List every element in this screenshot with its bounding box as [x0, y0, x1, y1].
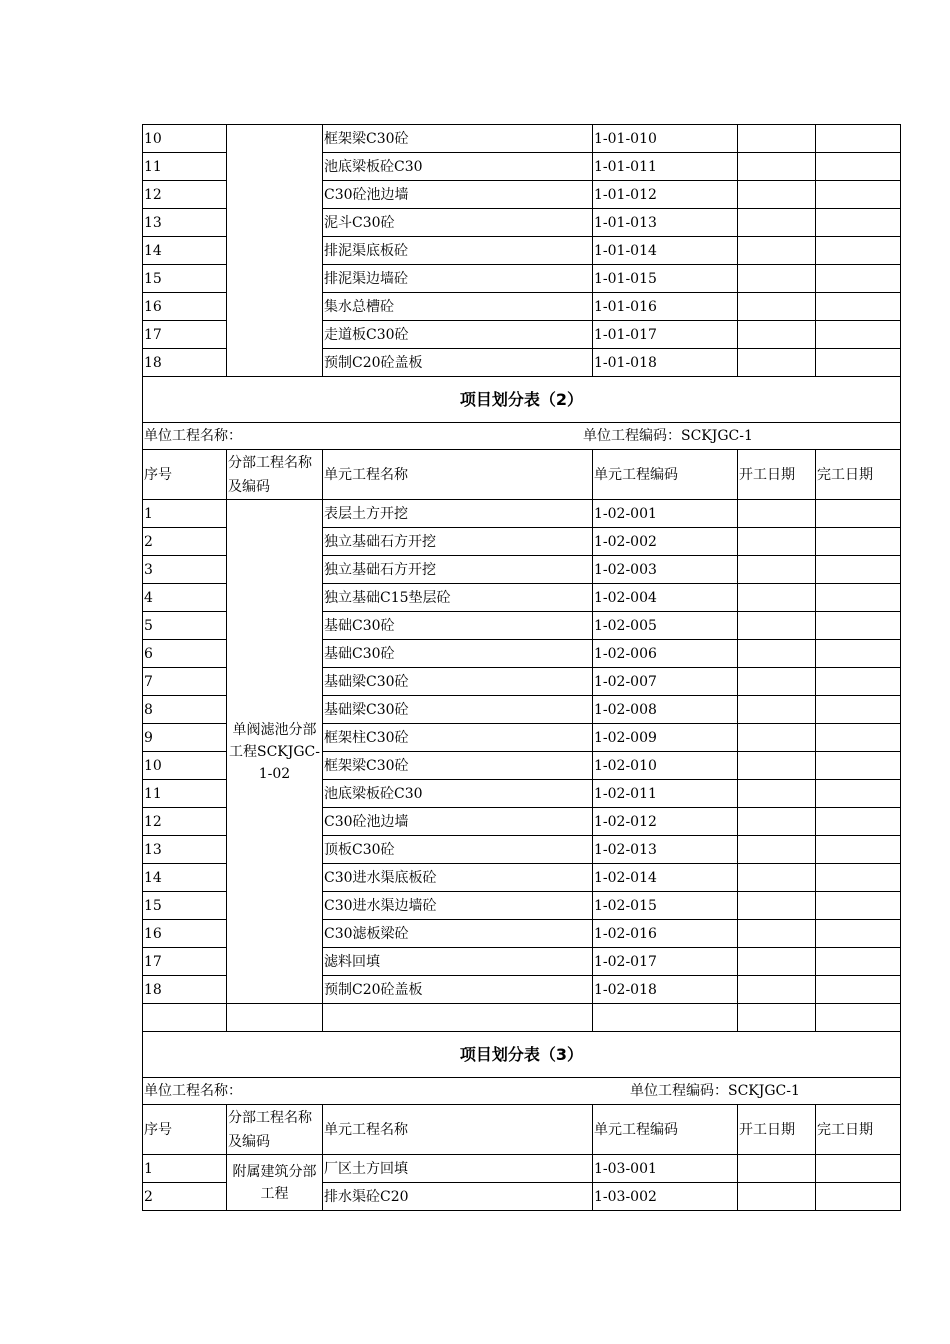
unit-name-cell: 框架柱C30砼: [323, 724, 593, 752]
unit-name-cell: 排水渠砼C20: [323, 1183, 593, 1211]
seq-cell: 6: [143, 640, 227, 668]
seq-cell: 17: [143, 321, 227, 349]
start-date-cell: [738, 808, 816, 836]
unit-name-cell: 表层土方开挖: [323, 500, 593, 528]
end-date-cell: [816, 696, 901, 724]
project-info-cell: [143, 423, 901, 450]
project-name-label: 单位工程名称：: [144, 428, 242, 444]
project-info-row: [143, 1078, 901, 1105]
seq-cell: 11: [143, 153, 227, 181]
unit-code-cell: 1-02-004: [593, 584, 738, 612]
unit-code-cell: 1-01-016: [593, 293, 738, 321]
unit-code-cell: 1-02-010: [593, 752, 738, 780]
table-row: [143, 125, 901, 153]
unit-code-cell: 1-01-010: [593, 125, 738, 153]
end-date-cell: [816, 808, 901, 836]
unit-code-cell: 1-01-011: [593, 153, 738, 181]
unit-name-cell: 基础C30砼: [323, 612, 593, 640]
unit-name-cell: C30滤板梁砼: [323, 920, 593, 948]
start-date-cell: [738, 1183, 816, 1211]
start-date-cell: [738, 1155, 816, 1183]
end-date-cell: [816, 181, 901, 209]
unit-name-cell: 预制C20砼盖板: [323, 976, 593, 1004]
end-date-cell: [816, 864, 901, 892]
seq-cell: 15: [143, 265, 227, 293]
start-date-cell: [738, 237, 816, 265]
project-division-table: [142, 124, 901, 1211]
unit-code-cell: 1-02-001: [593, 500, 738, 528]
unit-code-cell: 1-01-018: [593, 349, 738, 377]
table-title: 项目划分表（3）: [143, 1032, 901, 1078]
end-date-cell: [816, 265, 901, 293]
unit-name-cell: 独立基础石方开挖: [323, 556, 593, 584]
unit-code-cell: 1-01-014: [593, 237, 738, 265]
end-date-cell: [816, 780, 901, 808]
end-date-cell: [816, 920, 901, 948]
unit-name-cell: 泥斗C30砼: [323, 209, 593, 237]
dept-cell: 单阀滤池分部工程SCKJGC-1-02: [227, 500, 323, 1004]
start-date-cell: [738, 780, 816, 808]
unit-code-cell: 1-03-002: [593, 1183, 738, 1211]
end-date-cell: [816, 640, 901, 668]
unit-code-cell: 1-02-002: [593, 528, 738, 556]
seq-cell: 16: [143, 920, 227, 948]
seq-cell: 12: [143, 181, 227, 209]
seq-cell: 1: [143, 1155, 227, 1183]
seq-cell: 18: [143, 349, 227, 377]
unit-name-cell: 排泥渠边墙砼: [323, 265, 593, 293]
unit-name-cell: 框架梁C30砼: [323, 752, 593, 780]
end-date-cell: [816, 724, 901, 752]
header-seq: 序号: [143, 450, 227, 500]
start-date-cell: [738, 976, 816, 1004]
unit-code-cell: 1-02-013: [593, 836, 738, 864]
unit-name-cell: 滤料回填: [323, 948, 593, 976]
unit-code-cell: 1-01-013: [593, 209, 738, 237]
header-unit-code: 单元工程编码: [593, 1105, 738, 1155]
end-date-cell: [816, 1155, 901, 1183]
end-date-cell: [816, 612, 901, 640]
unit-name-cell: 基础梁C30砼: [323, 696, 593, 724]
seq-cell: 8: [143, 696, 227, 724]
unit-code-cell: 1-02-003: [593, 556, 738, 584]
start-date-cell: [738, 584, 816, 612]
unit-code-cell: 1-02-016: [593, 920, 738, 948]
end-date-cell: [816, 500, 901, 528]
unit-name-cell: 排泥渠底板砼: [323, 237, 593, 265]
empty-row: [143, 1004, 901, 1032]
unit-name-cell: 独立基础石方开挖: [323, 528, 593, 556]
end-date-cell: [816, 836, 901, 864]
start-date-cell: [738, 752, 816, 780]
start-date-cell: [738, 724, 816, 752]
start-date-cell: [738, 556, 816, 584]
unit-code-cell: 1-02-005: [593, 612, 738, 640]
header-unit-name: 单元工程名称: [323, 450, 593, 500]
seq-cell: 14: [143, 237, 227, 265]
empty-cell: [738, 1004, 816, 1032]
table-row: [143, 1155, 901, 1183]
start-date-cell: [738, 668, 816, 696]
unit-code-cell: 1-01-015: [593, 265, 738, 293]
start-date-cell: [738, 864, 816, 892]
unit-code-cell: 1-02-009: [593, 724, 738, 752]
unit-code-cell: 1-02-007: [593, 668, 738, 696]
start-date-cell: [738, 349, 816, 377]
end-date-cell: [816, 556, 901, 584]
seq-cell: 5: [143, 612, 227, 640]
seq-cell: 11: [143, 780, 227, 808]
table-title-row: [143, 1032, 901, 1078]
column-header-row: [143, 1105, 901, 1155]
unit-name-cell: C30砼池边墙: [323, 181, 593, 209]
seq-cell: 1: [143, 500, 227, 528]
unit-name-cell: C30砼池边墙: [323, 808, 593, 836]
end-date-cell: [816, 349, 901, 377]
dept-cell: 附属建筑分部工程: [227, 1155, 323, 1211]
end-date-cell: [816, 125, 901, 153]
start-date-cell: [738, 293, 816, 321]
empty-cell: [227, 1004, 323, 1032]
unit-code-cell: 1-03-001: [593, 1155, 738, 1183]
header-dept: 分部工程名称及编码: [227, 1105, 323, 1155]
seq-cell: 9: [143, 724, 227, 752]
empty-cell: [323, 1004, 593, 1032]
header-unit-name: 单元工程名称: [323, 1105, 593, 1155]
project-name-label: 单位工程名称：: [144, 1083, 242, 1099]
unit-name-cell: C30进水渠边墙砼: [323, 892, 593, 920]
unit-code-cell: 1-02-006: [593, 640, 738, 668]
start-date-cell: [738, 181, 816, 209]
table-row: [143, 500, 901, 528]
seq-cell: 17: [143, 948, 227, 976]
unit-name-cell: 预制C20砼盖板: [323, 349, 593, 377]
end-date-cell: [816, 153, 901, 181]
header-start-date: 开工日期: [738, 1105, 816, 1155]
header-seq: 序号: [143, 1105, 227, 1155]
project-code-label: 单位工程编码：SCKJGC-1: [630, 1083, 800, 1099]
column-header-row: [143, 450, 901, 500]
dept-cell: [227, 125, 323, 377]
seq-cell: 10: [143, 125, 227, 153]
header-unit-code: 单元工程编码: [593, 450, 738, 500]
unit-code-cell: 1-02-012: [593, 808, 738, 836]
start-date-cell: [738, 696, 816, 724]
seq-cell: 14: [143, 864, 227, 892]
start-date-cell: [738, 892, 816, 920]
empty-cell: [593, 1004, 738, 1032]
header-dept: 分部工程名称及编码: [227, 450, 323, 500]
unit-code-cell: 1-02-011: [593, 780, 738, 808]
end-date-cell: [816, 209, 901, 237]
start-date-cell: [738, 265, 816, 293]
end-date-cell: [816, 237, 901, 265]
header-end-date: 完工日期: [816, 1105, 901, 1155]
start-date-cell: [738, 640, 816, 668]
start-date-cell: [738, 612, 816, 640]
seq-cell: 13: [143, 209, 227, 237]
seq-cell: 10: [143, 752, 227, 780]
unit-name-cell: 基础C30砼: [323, 640, 593, 668]
seq-cell: 4: [143, 584, 227, 612]
project-info-cell: [143, 1078, 901, 1105]
unit-code-cell: 1-02-015: [593, 892, 738, 920]
empty-cell: [816, 1004, 901, 1032]
start-date-cell: [738, 836, 816, 864]
unit-name-cell: 顶板C30砼: [323, 836, 593, 864]
unit-name-cell: 厂区土方回填: [323, 1155, 593, 1183]
end-date-cell: [816, 976, 901, 1004]
start-date-cell: [738, 321, 816, 349]
seq-cell: 2: [143, 1183, 227, 1211]
unit-code-cell: 1-01-012: [593, 181, 738, 209]
header-start-date: 开工日期: [738, 450, 816, 500]
end-date-cell: [816, 528, 901, 556]
end-date-cell: [816, 752, 901, 780]
project-code-label: 单位工程编码：SCKJGC-1: [583, 428, 753, 444]
unit-name-cell: 集水总槽砼: [323, 293, 593, 321]
end-date-cell: [816, 892, 901, 920]
unit-code-cell: 1-02-018: [593, 976, 738, 1004]
unit-code-cell: 1-01-017: [593, 321, 738, 349]
start-date-cell: [738, 125, 816, 153]
table-title: 项目划分表（2）: [143, 377, 901, 423]
start-date-cell: [738, 500, 816, 528]
project-info-row: [143, 423, 901, 450]
seq-cell: 13: [143, 836, 227, 864]
table-title-row: [143, 377, 901, 423]
unit-name-cell: 走道板C30砼: [323, 321, 593, 349]
seq-cell: 15: [143, 892, 227, 920]
start-date-cell: [738, 948, 816, 976]
seq-cell: 12: [143, 808, 227, 836]
end-date-cell: [816, 293, 901, 321]
start-date-cell: [738, 153, 816, 181]
seq-cell: 3: [143, 556, 227, 584]
unit-name-cell: 池底梁板砼C30: [323, 153, 593, 181]
start-date-cell: [738, 528, 816, 556]
end-date-cell: [816, 668, 901, 696]
seq-cell: 16: [143, 293, 227, 321]
end-date-cell: [816, 1183, 901, 1211]
unit-code-cell: 1-02-017: [593, 948, 738, 976]
end-date-cell: [816, 948, 901, 976]
end-date-cell: [816, 321, 901, 349]
unit-code-cell: 1-02-014: [593, 864, 738, 892]
unit-name-cell: 独立基础C15垫层砼: [323, 584, 593, 612]
unit-name-cell: 框架梁C30砼: [323, 125, 593, 153]
unit-name-cell: 基础梁C30砼: [323, 668, 593, 696]
seq-cell: 2: [143, 528, 227, 556]
empty-cell: [143, 1004, 227, 1032]
unit-name-cell: C30进水渠底板砼: [323, 864, 593, 892]
header-end-date: 完工日期: [816, 450, 901, 500]
unit-name-cell: 池底梁板砼C30: [323, 780, 593, 808]
seq-cell: 18: [143, 976, 227, 1004]
start-date-cell: [738, 209, 816, 237]
seq-cell: 7: [143, 668, 227, 696]
end-date-cell: [816, 584, 901, 612]
start-date-cell: [738, 920, 816, 948]
unit-code-cell: 1-02-008: [593, 696, 738, 724]
